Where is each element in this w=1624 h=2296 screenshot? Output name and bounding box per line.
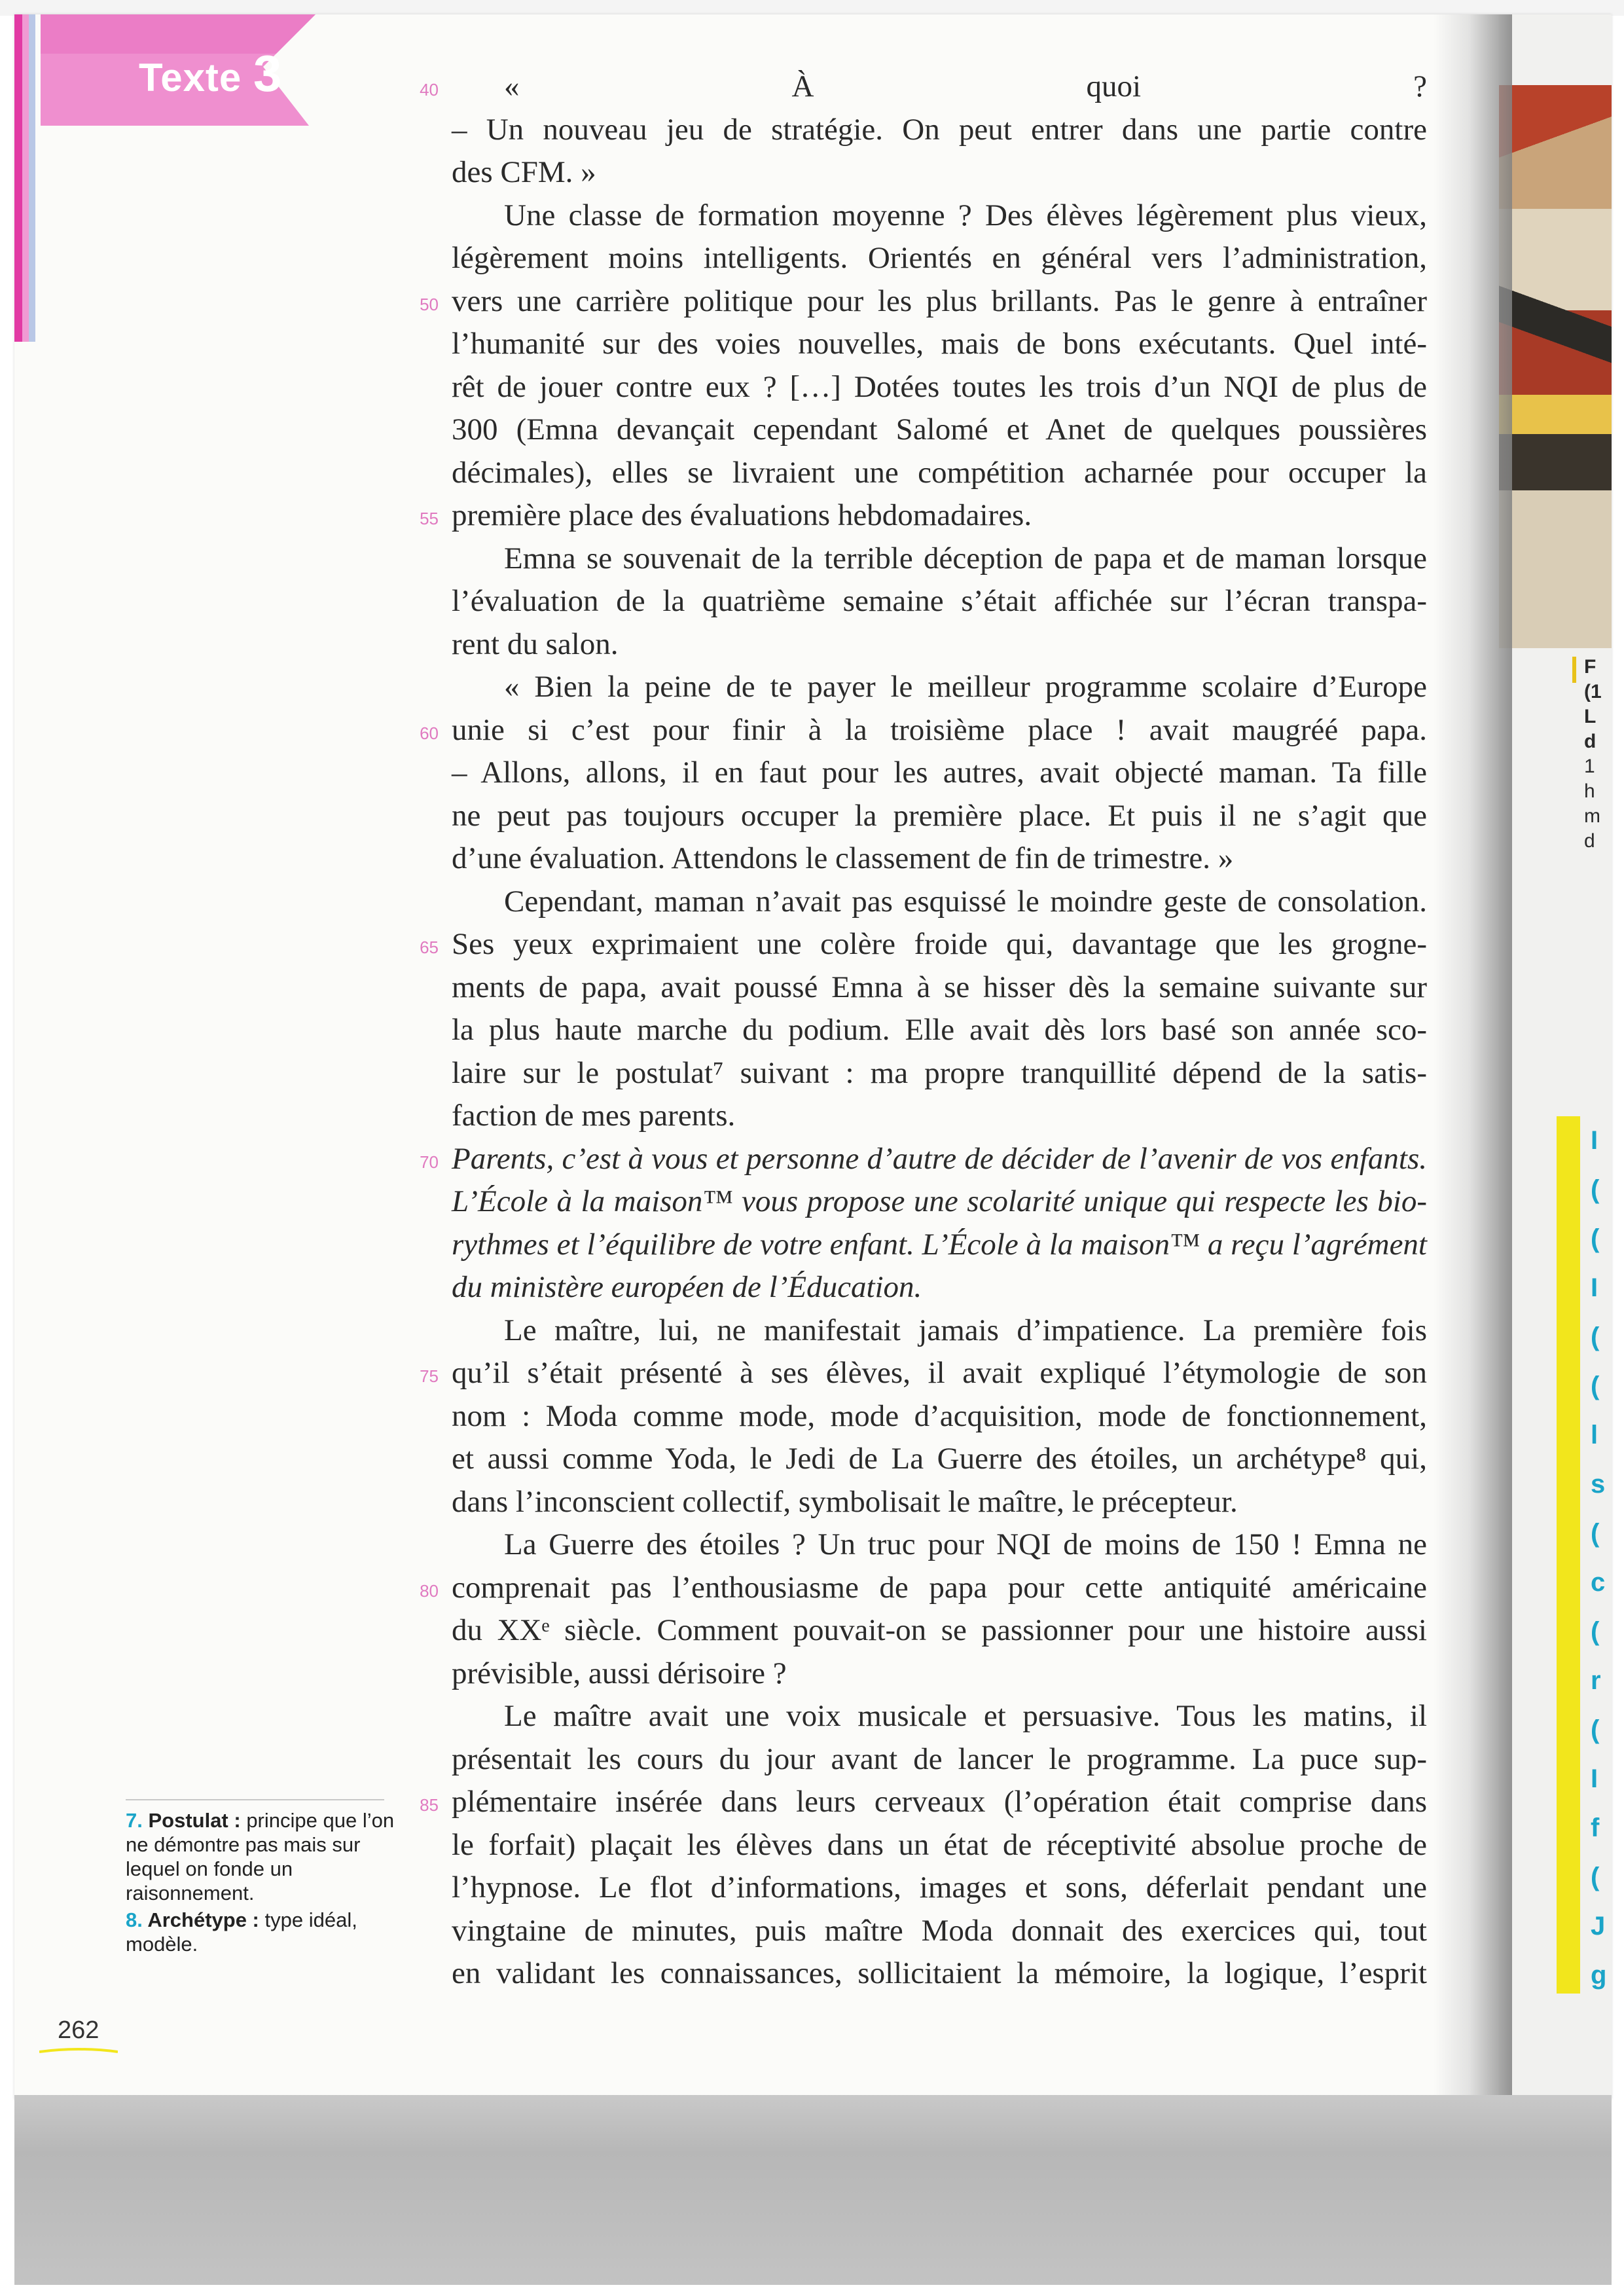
text-line: du ministère européen de l’Éducation.: [452, 1270, 922, 1304]
side-text-fragment: r: [1591, 1666, 1601, 1695]
footnote: [126, 1908, 401, 1956]
book-fold-shadow: [1434, 14, 1512, 2095]
text-line: vers une carrière politique pour les plus brillants. Pas le genre à entraîner: [452, 283, 1427, 318]
side-text-fragment: I: [1591, 1764, 1598, 1793]
text-line: vingtaine de minutes, puis maître Moda donnait des exercices qui, tout: [452, 1913, 1427, 1948]
footnote-divider: [126, 1799, 384, 1800]
text-line: et aussi comme Yoda, le Jedi de La Guerre des étoiles, un archétype⁸ qui,: [452, 1442, 1427, 1476]
text-line: 300 (Emna devançait cependant Salomé et Anet de quelques poussières: [452, 412, 1427, 446]
scan-edge: [0, 0, 1624, 16]
text-line: prévisible, aussi dérisoire ?: [452, 1656, 787, 1690]
facing-page-caption: [1584, 655, 1612, 854]
text-line: Parents, c’est à vous et personne d’autre de décider de l’avenir de vos enfants.: [452, 1141, 1427, 1176]
text-line: Emna se souvenait de la terrible déception de papa et de maman lorsque: [504, 541, 1427, 575]
line-number: 60: [420, 723, 439, 743]
text-line: faction de mes parents.: [452, 1099, 736, 1133]
text-line: en validant les connaissances, sollicitaient la mémoire, la logique, l’esprit: [452, 1956, 1427, 1990]
line-number: 50: [420, 294, 439, 314]
text-line: « À quoi ?: [504, 69, 1427, 103]
text-line: « Bien la peine de te payer le meilleur programme scolaire d’Europe: [504, 670, 1427, 704]
main-text: [452, 65, 1427, 1995]
highlight-bar: [1557, 1116, 1580, 1994]
footnote-number: 8.: [126, 1908, 148, 1931]
text-line: unie si c’est pour finir à la troisième place ! avait maugréé papa.: [452, 712, 1427, 747]
text-line: des CFM. »: [452, 155, 596, 189]
side-text-fragment: l: [1591, 1421, 1598, 1449]
section-label: Texte: [139, 56, 242, 100]
text-line: l’humanité sur des voies nouvelles, mais de bons exécutants. Quel inté-: [452, 327, 1427, 361]
scan-edge-bottom: [0, 2285, 1624, 2296]
line-number: 65: [420, 938, 439, 957]
text-line: légèrement moins intelligents. Orientés en général vers l’administration,: [452, 241, 1427, 275]
caption-fragment: L: [1584, 706, 1597, 727]
footnote: [126, 1808, 401, 1905]
text-line: Le maître, lui, ne manifestait jamais d’impatience. La première fois: [504, 1313, 1427, 1347]
side-text-fragment: (: [1591, 1617, 1600, 1646]
side-text-fragment: c: [1591, 1568, 1606, 1597]
text-line: plémentaire insérée dans leurs cerveaux (l’opération était comprise dans: [452, 1785, 1427, 1819]
painting-image: [1499, 85, 1612, 648]
line-number: 70: [420, 1152, 439, 1172]
side-text-fragment: f: [1591, 1813, 1600, 1842]
caption-fragment: (1: [1584, 681, 1602, 702]
text-line: présentait les cours du jour avant de lancer le programme. La puce sup-: [452, 1741, 1427, 1776]
caption-fragment: 1: [1584, 756, 1595, 777]
side-text-fragment: (: [1591, 1519, 1600, 1548]
line-number: 40: [420, 80, 439, 100]
line-number: 80: [420, 1580, 439, 1601]
text-line: le forfait) plaçait les élèves dans un état de réceptivité absolue proche de: [452, 1827, 1427, 1862]
page-number: 262: [58, 2016, 99, 2044]
text-line: d’une évaluation. Attendons le classement de fin de trimestre. »: [452, 841, 1234, 875]
text-line: rêt de jouer contre eux ? […] Dotées toutes les trois d’un NQI de plus de: [452, 369, 1427, 404]
footnote-term: Postulat :: [148, 1809, 247, 1832]
footnote-number: 7.: [126, 1809, 149, 1832]
text-line: du XXᵉ siècle. Comment pouvait-on se passionner pour une histoire aussi: [452, 1613, 1427, 1647]
text-line: première place des évaluations hebdomadaires.: [452, 498, 1032, 532]
chapter-color-strip: [14, 14, 41, 342]
text-line: Cependant, maman n’avait pas esquissé le moindre geste de consolation.: [504, 884, 1427, 919]
side-text-fragment: s: [1591, 1470, 1606, 1499]
text-line: nom : Moda comme mode, mode d’acquisition, mode de fonctionnement,: [452, 1398, 1427, 1433]
footnote-definition: principe que l’on ne démontre pas mais sur lequel on fonde un raisonnement.: [126, 1809, 395, 1904]
scan-background: [14, 2095, 1612, 2285]
facing-page-text: [1591, 1116, 1612, 2000]
caption-fragment: h: [1584, 780, 1595, 802]
footnote-term: Archétype :: [147, 1908, 265, 1931]
text-line: la plus haute marche du podium. Elle avait dès lors basé son année sco-: [452, 1013, 1427, 1047]
text-line: l’hypnose. Le flot d’informations, images et sons, déferlait pendant une: [452, 1870, 1427, 1904]
side-text-fragment: (: [1591, 1863, 1600, 1891]
text-line: Le maître avait une voix musicale et persuasive. Tous les matins, il: [504, 1699, 1427, 1733]
text-line: – Un nouveau jeu de stratégie. On peut entrer dans une partie contre: [452, 112, 1427, 147]
line-number: 55: [420, 509, 439, 528]
text-line: ne peut pas toujours occuper la première place. Et puis il ne s’agit que: [452, 798, 1427, 833]
text-line: La Guerre des étoiles ? Un truc pour NQI de moins de 150 ! Emna ne: [504, 1527, 1427, 1561]
text-line: – Allons, allons, il en faut pour les autres, avait objecté maman. Ta fille: [452, 756, 1427, 790]
side-text-fragment: I: [1591, 1126, 1598, 1155]
caption-fragment: d: [1584, 731, 1597, 752]
caption-fragment: F: [1584, 656, 1597, 678]
text-line: Une classe de formation moyenne ? Des élèves légèrement plus vieux,: [504, 198, 1427, 232]
text-line: L’École à la maison™ vous propose une scolarité unique qui respecte les bio-: [452, 1184, 1427, 1218]
caption-fragment: m: [1584, 805, 1600, 827]
side-text-fragment: (: [1591, 1175, 1600, 1204]
side-text-fragment: (: [1591, 1715, 1600, 1744]
section-banner: [41, 14, 316, 126]
text-line: comprenait pas l’enthousiasme de papa pour cette antiquité américaine: [452, 1570, 1427, 1605]
caption-fragment: d: [1584, 830, 1595, 852]
text-line: Ses yeux exprimaient une colère froide qui, davantage que les grogne-: [452, 927, 1427, 961]
line-number: 85: [420, 1795, 439, 1815]
side-text-fragment: (: [1591, 1372, 1600, 1400]
side-text-fragment: J: [1591, 1912, 1606, 1941]
text-line: l’évaluation de la quatrième semaine s’était affichée sur l’écran transpa-: [452, 584, 1427, 618]
footnotes: [126, 1808, 401, 1959]
text-line: qu’il s’était présenté à ses élèves, il avait expliqué l’étymologie de son: [452, 1356, 1427, 1390]
page-number-underline: [39, 2048, 118, 2053]
section-title: [139, 44, 282, 103]
side-text-fragment: I: [1591, 1273, 1598, 1302]
side-text-fragment: (: [1591, 1224, 1600, 1253]
text-line: dans l’inconscient collectif, symbolisait le maître, le précepteur.: [452, 1484, 1238, 1519]
side-text-fragment: (: [1591, 1322, 1600, 1351]
caption-marker: [1572, 657, 1576, 683]
text-line: décimales), elles se livraient une compétition acharnée pour occuper la: [452, 455, 1427, 490]
footnote-definition: type idéal, modèle.: [126, 1908, 357, 1956]
text-line: laire sur le postulat⁷ suivant : ma propre tranquillité dépend de la satis-: [452, 1055, 1427, 1090]
line-number: 75: [420, 1366, 439, 1386]
text-line: rent du salon.: [452, 627, 619, 661]
side-text-fragment: g: [1591, 1961, 1607, 1990]
section-number: 3: [253, 45, 283, 102]
text-line: rythmes et l’équilibre de votre enfant. L’École à la maison™ a reçu l’agrément: [452, 1227, 1427, 1262]
text-line: ments de papa, avait poussé Emna à se hisser dès la semaine suivante sur: [452, 970, 1427, 1004]
